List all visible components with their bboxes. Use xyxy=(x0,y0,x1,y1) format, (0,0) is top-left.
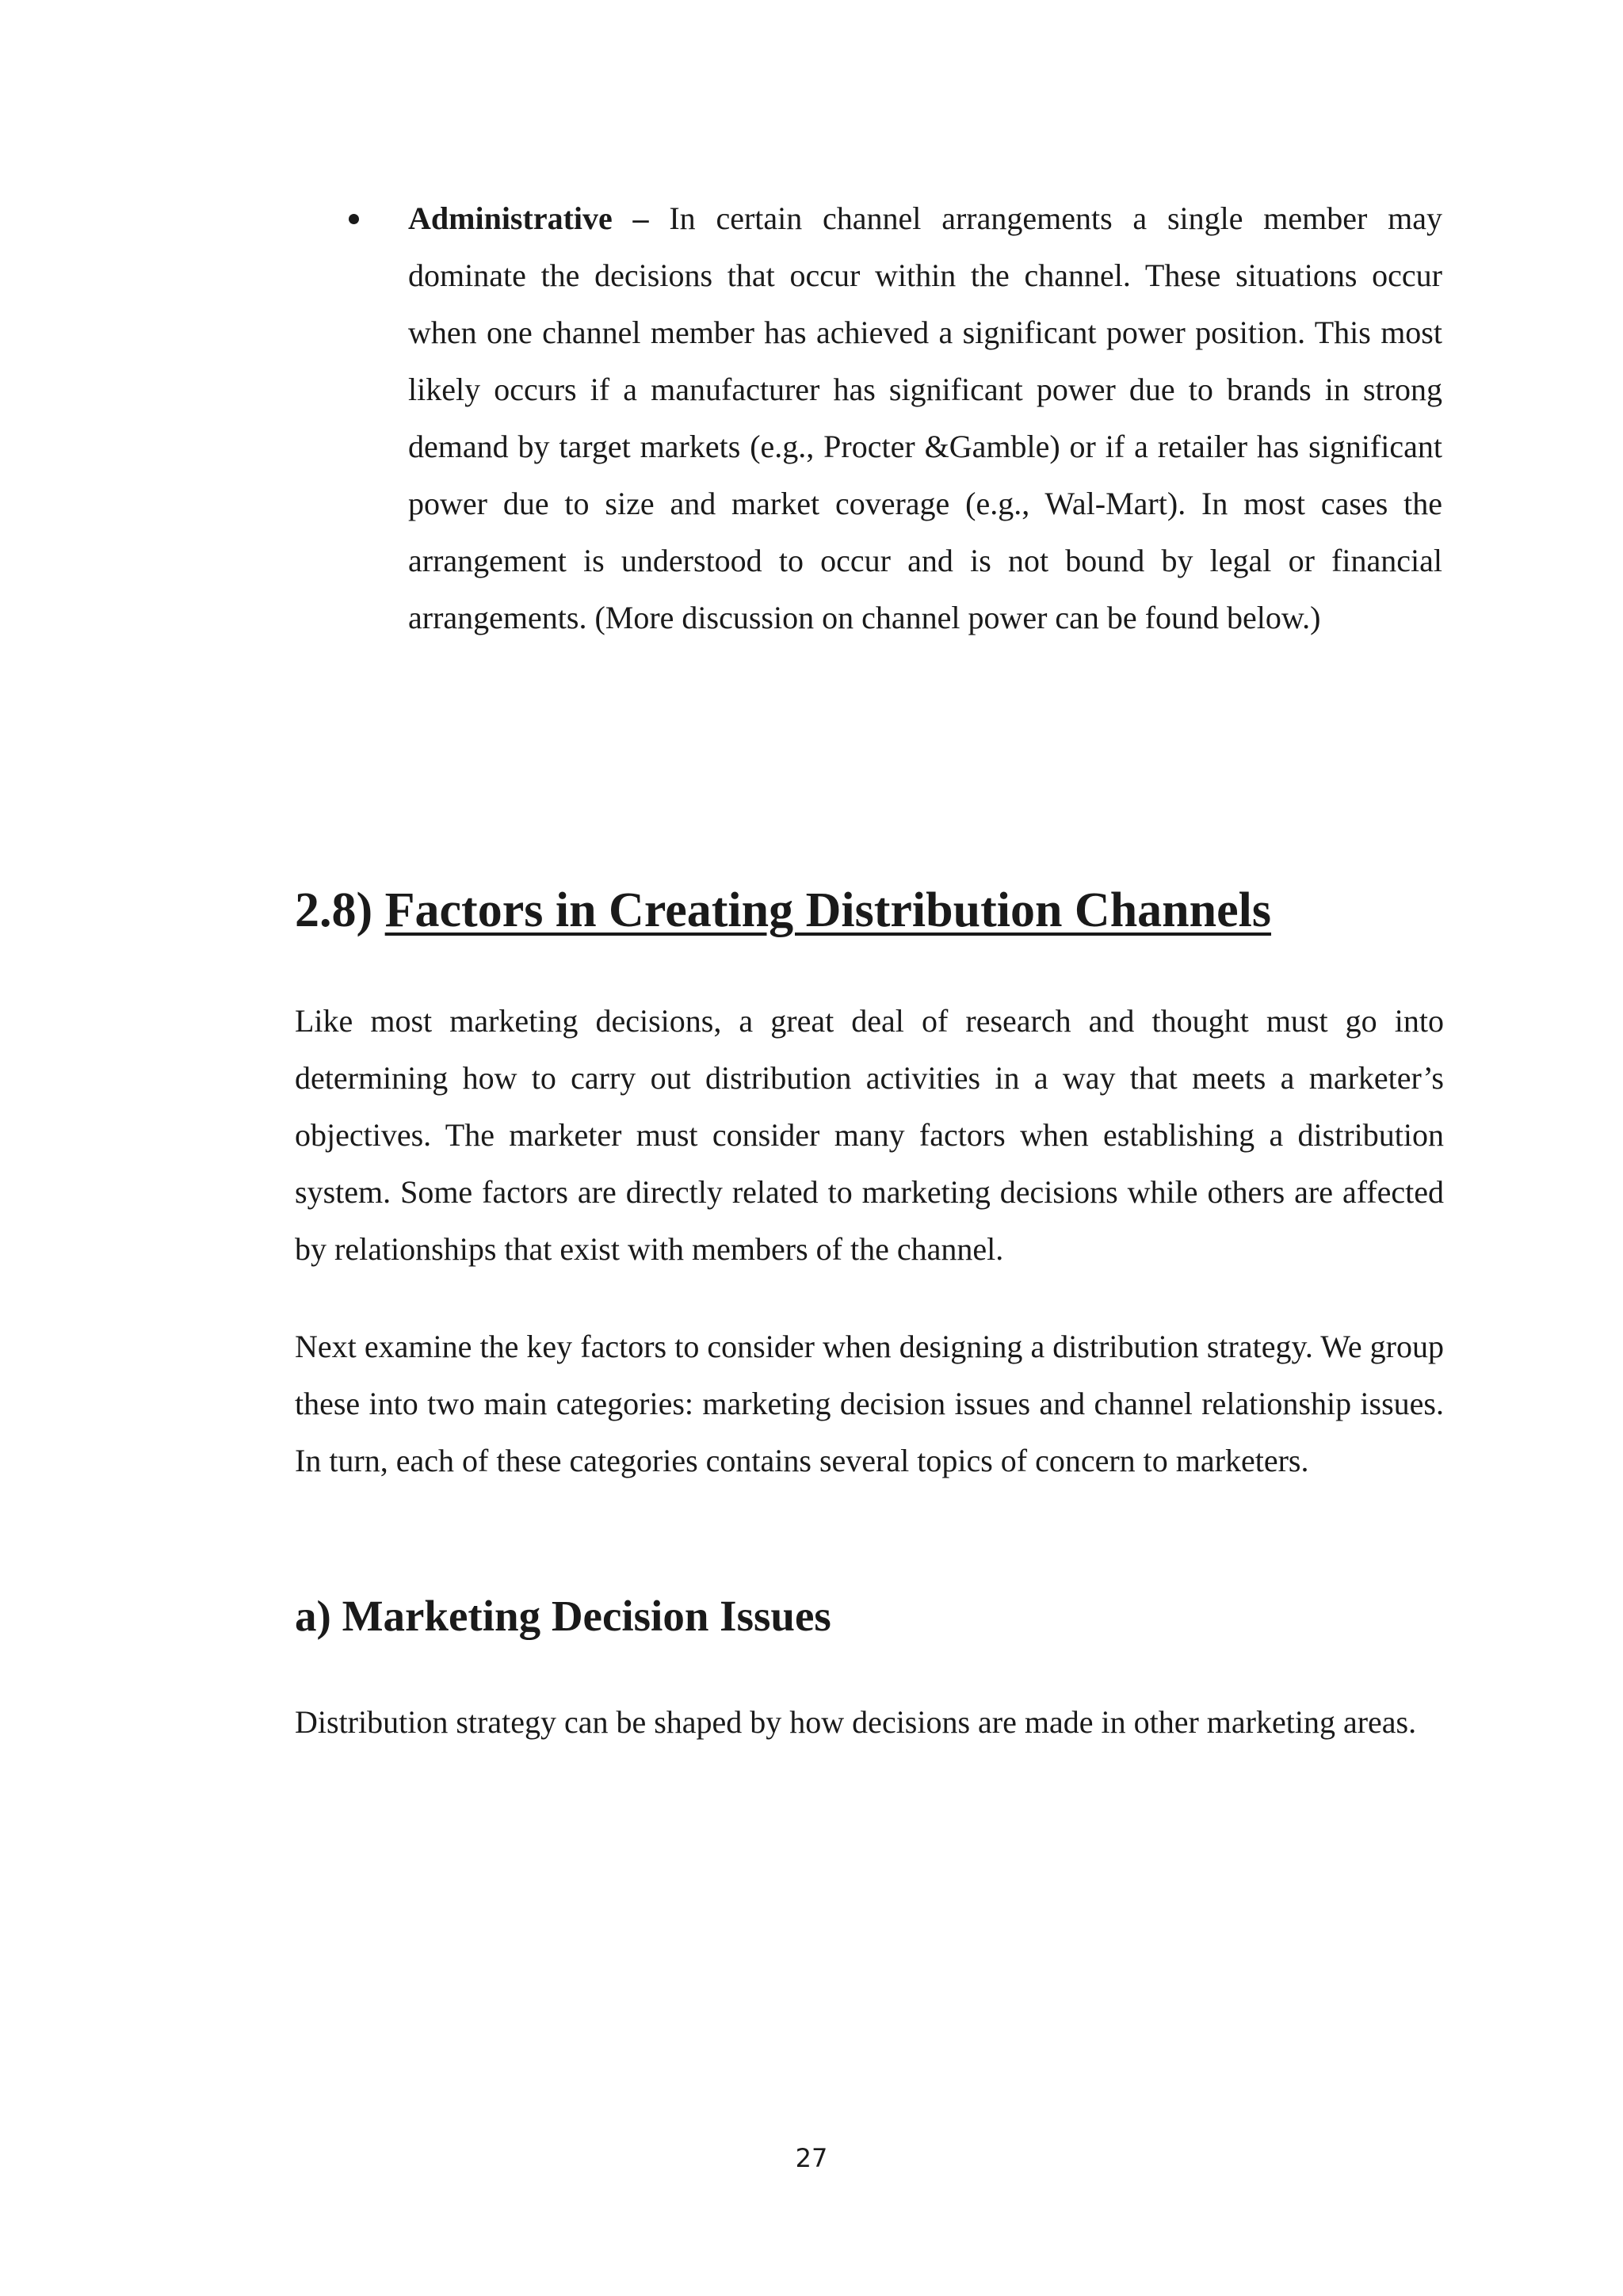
subsection-paragraph: Distribution strategy can be shaped by how decisions are made in other marketing areas. xyxy=(295,1704,1417,1740)
bullet-dot-icon xyxy=(349,214,359,224)
body-paragraph-2: Next examine the key factors to consider when designing a distribution strategy. We group these into two main categories: marketing decision issues and channel relationship issues. In turn, each of these categories contains several topics of concern to marketers. xyxy=(295,1329,1444,1478)
bullet-body: In certain channel arrangements a single member may dominate the decisions that occur within the channel. These situations occur when one channel member has achieved a significant power position. This most likely occurs if a manufacturer has significant power due to brands in strong demand by target markets (e.g., Procter &Gamble) or if a retailer has significant power due to size and market coverage (e.g., Wal-Mart). In most cases the arrangement is understood to occur and is not bound by legal or financial arrangements. (More discussion on channel power can be found below.) xyxy=(408,200,1443,635)
bullet-dash: – xyxy=(612,200,670,236)
page-number: 27 xyxy=(795,2143,828,2173)
section-number: 2.8) xyxy=(295,883,385,937)
bullet-text xyxy=(408,190,1442,646)
section-title: Factors in Creating Distribution Channels xyxy=(384,883,1272,937)
section-heading xyxy=(295,875,1444,946)
bullet-item-administrative xyxy=(349,190,1442,646)
body-paragraph-1: Like most marketing decisions, a great deal of research and thought must go into determining how to carry out distribution activities in a way that meets a marketer’s objectives. The marketer must consider many factors when establishing a distribution system. Some factors are directly related to marketing decisions while others are affected by relationships that exist with members of the channel. xyxy=(295,1003,1444,1267)
subsection-heading: a) Marketing Decision Issues xyxy=(295,1592,831,1640)
bullet-term: Administrative xyxy=(408,200,613,236)
